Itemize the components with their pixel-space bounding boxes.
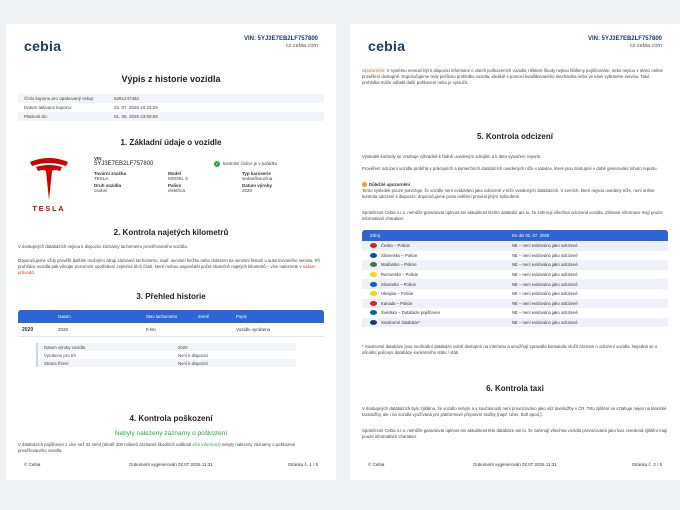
history-detail xyxy=(36,343,296,367)
history-year: 2020 xyxy=(22,326,34,333)
cebia-logo: cebia xyxy=(24,38,62,54)
vin-status: ✓ kontrolní číslice je v pořádku xyxy=(215,161,278,167)
spec-label: Tovární značka xyxy=(94,171,127,176)
damage-result: Nebyly nalezeny záznamy o poškození xyxy=(114,430,228,437)
theft-source: Kanada – Policie xyxy=(362,301,512,306)
info-row xyxy=(18,103,324,112)
more-info-link[interactable]: více informací xyxy=(192,442,220,447)
vin-label: VIN xyxy=(94,156,102,161)
page-title: Výpis z historie vozidla xyxy=(121,74,221,84)
detail-value: 2020 xyxy=(178,344,188,350)
flag-icon xyxy=(370,272,377,277)
footer-generated: Dokument vygenerován 02.07.2026 11:31 xyxy=(129,462,213,467)
spec-value: MODEL 3 xyxy=(168,176,188,181)
info-value: 02. 07. 2026 10:23:29 xyxy=(114,105,158,110)
tesla-logo xyxy=(24,154,74,214)
detail-row xyxy=(38,351,296,359)
detail-label: Vyrobeno pro trh xyxy=(44,352,76,358)
theft-result: NE – není evidováno jako odcizené xyxy=(512,272,578,278)
theft-result: NE – není evidováno jako odcizené xyxy=(512,252,578,258)
flag-icon xyxy=(370,291,377,296)
flag-icon xyxy=(370,282,377,287)
theft-source: Rumunsko – Policie xyxy=(362,272,512,277)
spec-value: osobní xyxy=(94,188,108,193)
spec-value: sedan/limuzína xyxy=(242,176,273,181)
theft-row xyxy=(362,260,668,270)
history-odometer: 0 km xyxy=(146,327,156,332)
history-table xyxy=(18,310,324,367)
header-site-link[interactable]: cz.cebia.com xyxy=(629,43,662,49)
theft-table xyxy=(362,230,668,327)
footer-copyright: © Cebia xyxy=(24,462,41,467)
col-date: Datum xyxy=(58,314,71,319)
detail-row xyxy=(38,343,296,351)
mileage-text-2: Doporučujeme vždy prověřit dalšími možnými zdroji záznamů tachometru, např. servisní knížku nebo dotazem na servisní historii u autorizovaného servisu. Při prohlídce vozidla pak věnujte pozornost opotřebení zejména těch částí, které mohou napovědět počet skutečně najetých kilometrů – více naleznete v našem průvodci. xyxy=(18,258,320,275)
spec-value: 2020 xyxy=(242,188,253,193)
history-date: 2020 xyxy=(58,327,69,332)
warning-icon xyxy=(362,182,367,187)
info-row xyxy=(18,112,324,121)
page-footer xyxy=(24,462,318,470)
page-footer xyxy=(368,462,662,470)
damage-warning: Upozornění: V systému nemusí být k dispozici informace o všech poškozeních vozidla, některé škody nejsou hlášeny pojišťovnám, nebo nejsou v rámci online prověření dostupné. Doporučujeme tedy pečlivou prohlídku vozidla, ideálně s pomocí kvalifikovaného mechanika nebo ve vámi vybraném servisu. Také prohlídka může odhalit další poškození nebo je vyloučit. xyxy=(362,68,663,85)
flag-icon xyxy=(370,253,377,258)
taxi-text-1: V dostupných databázích bylo zjištěno, že vozidlo nebylo a v současnosti není provozováno jako vůz taxislužby v ČR. Toto zjištění se vztahuje nejen na klasické taxislužby, ale i na vozidla využívaná pro platformové přepravní služby (např. Uber, Bolt apod.). xyxy=(362,406,667,417)
theft-row xyxy=(362,279,668,289)
detail-label: Strana řízení xyxy=(44,360,69,366)
history-description: Vozidlo vyrobeno xyxy=(236,327,271,332)
info-label: Datum aktivace kuponu: xyxy=(24,105,73,110)
footer-generated: Dokument vygenerován 02.07.2026 11:31 xyxy=(473,462,557,467)
theft-row xyxy=(362,299,668,309)
col-result: Ke dni 02. 07. 2026 xyxy=(512,233,550,238)
spec-label: Palivo xyxy=(168,183,182,188)
coupon-info xyxy=(18,94,324,121)
section-basic-data-title: 1. Základní údaje o vozidle xyxy=(120,138,222,147)
info-row xyxy=(18,94,324,103)
header-vin: VIN: 5YJ3E7EB2LF757800 xyxy=(587,36,662,42)
section-theft-title: 5. Kontrola odcizení xyxy=(476,132,553,141)
detail-value: Není k dispozici xyxy=(178,352,209,358)
header-vin: VIN: 5YJ3E7EB2LF757800 xyxy=(243,36,318,42)
section-mileage-title: 2. Kontrola najetých kilometrů xyxy=(113,228,229,237)
page-header xyxy=(24,36,318,58)
vehicle-info xyxy=(94,156,324,193)
flag-icon xyxy=(370,243,377,248)
spec-label: Typ karoserie xyxy=(242,171,271,176)
theft-text-3: Společnost Cebia s.r.o. nemůže garantovat úplnost ani aktuálnost těchto databází ani to, že zahrnují všechna odcizená vozidla. Získané informace mají pouze informativní charakter. xyxy=(362,210,663,221)
mileage-text-1: V dostupných databázích nejsou k dispozici záznamy tachometru prověřovaného vozidla. xyxy=(18,244,188,249)
footer-page-number: Stránka č. 1 / 5 xyxy=(287,462,318,467)
report-page-1 xyxy=(6,24,336,480)
footer-page-number: Stránka č. 2 / 5 xyxy=(631,462,662,467)
theft-row xyxy=(362,270,668,280)
theft-row xyxy=(362,308,668,318)
history-row[interactable] xyxy=(18,323,324,337)
flag-icon xyxy=(370,320,377,325)
theft-result: NE – není evidováno jako odcizené xyxy=(512,320,578,326)
spec-value: TESLA xyxy=(94,176,109,181)
theft-text-1: Výsledek kontroly se vztahuje výhradně k řádně uvedeným zdrojům a k datu vytvoření reportu. xyxy=(362,154,542,159)
flag-icon xyxy=(370,310,377,315)
theft-source: Švédsko – Databáze pojišťoven xyxy=(362,310,512,315)
flag-icon xyxy=(370,301,377,306)
theft-row xyxy=(362,251,668,261)
theft-text-2: Prověření odcizení vozidla probíhá v policejních a komerčních databázích uvedených níže v tabulce, které jsou dostupné v době generování tohoto reportu. xyxy=(362,166,658,171)
history-table-header xyxy=(18,310,324,323)
spec-label: Datum výroby xyxy=(242,183,273,188)
detail-label: Datum výroby vozidla xyxy=(44,344,86,350)
spec-value: elektřina xyxy=(168,188,186,193)
theft-source: Slovinsko – Policie xyxy=(362,282,512,287)
vehicle-specs xyxy=(94,171,324,193)
check-icon: ✓ xyxy=(215,161,219,166)
theft-result: NE – není evidováno jako odcizené xyxy=(512,291,578,297)
vin-value: 5YJ3E7EB2LF757800 xyxy=(94,161,154,167)
warning-label: Upozornění: xyxy=(362,68,386,73)
section-damage-title: 4. Kontrola poškození xyxy=(129,414,213,423)
page-header xyxy=(368,36,662,58)
col-country: Země xyxy=(198,314,209,319)
cebia-logo: cebia xyxy=(368,38,406,54)
theft-result: NE – není evidováno jako odcizené xyxy=(512,281,578,287)
detail-value: Není k dispozici xyxy=(178,360,209,366)
info-value: 5291247482 xyxy=(114,96,140,101)
theft-result: NE – není evidováno jako odcizené xyxy=(512,300,578,306)
header-site-link[interactable]: cz.cebia.com xyxy=(285,43,318,49)
section-taxi-title: 6. Kontrola taxi xyxy=(486,384,544,393)
report-page-2 xyxy=(350,24,680,480)
taxi-text-2: Společnost Cebia s.r.o. nemůže garantovat úplnost ani aktuálnost této databáze ani to, že zahrnují všechna vozidla provozovaná jako taxi. Uvedená zjištění mají pouze informativní charakter. xyxy=(362,428,668,439)
info-label: Platnost do: xyxy=(24,114,48,119)
theft-source: Slovensko – Policie xyxy=(362,253,512,258)
col-description: Popis xyxy=(236,314,247,319)
theft-result: NE – není evidováno jako odcizené xyxy=(512,262,578,268)
theft-warning-text: Tento výsledek pouze potvrzuje, že vozidlo není evidováno jako odcizené v níže uvedených databázích. V zemích, které nejsou uvedeny níže, není online kontrola odcizení k dispozici; doporučujeme proto ověření provést jiným způsobem. xyxy=(362,188,655,199)
theft-table-header xyxy=(362,230,668,241)
theft-row xyxy=(362,318,668,328)
theft-row xyxy=(362,289,668,299)
theft-result: NE – není evidováno jako odcizené xyxy=(512,310,578,316)
col-source: Zdroj xyxy=(370,233,380,238)
flag-icon xyxy=(370,262,377,267)
col-odometer: Stav tachometru xyxy=(146,314,178,319)
guide-link[interactable]: našem průvodci xyxy=(18,264,316,275)
theft-source: Česko – Policie xyxy=(362,243,512,248)
footer-copyright: © Cebia xyxy=(368,462,385,467)
theft-row xyxy=(362,241,668,251)
theft-source: Maďarsko – Policie xyxy=(362,262,512,267)
theft-source: Ukrajina – Policie xyxy=(362,291,512,296)
theft-result: NE – není evidováno jako odcizené xyxy=(512,243,578,249)
section-history-title: 3. Přehled historie xyxy=(136,292,206,301)
theft-warning: Důležité upozornění Tento výsledek pouze potvrzuje, že vozidlo není evidováno jako odcizené v níže uvedených databázích. V zemích, které nejsou uvedeny níže, není online kontrola odcizení k dispozici; doporučujeme proto ověření provést jiným způsobem. xyxy=(362,182,668,200)
detail-row xyxy=(38,359,296,367)
private-db-note: * Soukromé databáze jsou neoficiální databáze volně dostupné na internetu a umožňují zpravidla komukoliv vložit záznam o odcizení vozidla. Nejedná se o oficiální policejní databáze konkrétního státu / státi. xyxy=(362,344,658,355)
spec-label: Model xyxy=(168,171,181,176)
info-value: 01. 08. 2026 23:59:59 xyxy=(114,114,158,119)
tesla-wordmark: TESLA xyxy=(32,206,66,213)
info-label: Číslo kuponu pro opakovaný vstup: xyxy=(24,96,95,101)
theft-source: Soukromé databáze* xyxy=(362,320,512,325)
damage-text: V databázích pojišťoven z více než 32 zemí (téměř 200 milionů záznamů škodních událostí více informací) nebyly nalezeny záznamy o poškození prověřovaného vozidla. xyxy=(18,442,296,453)
spec-label: Druh vozidla xyxy=(94,183,122,188)
